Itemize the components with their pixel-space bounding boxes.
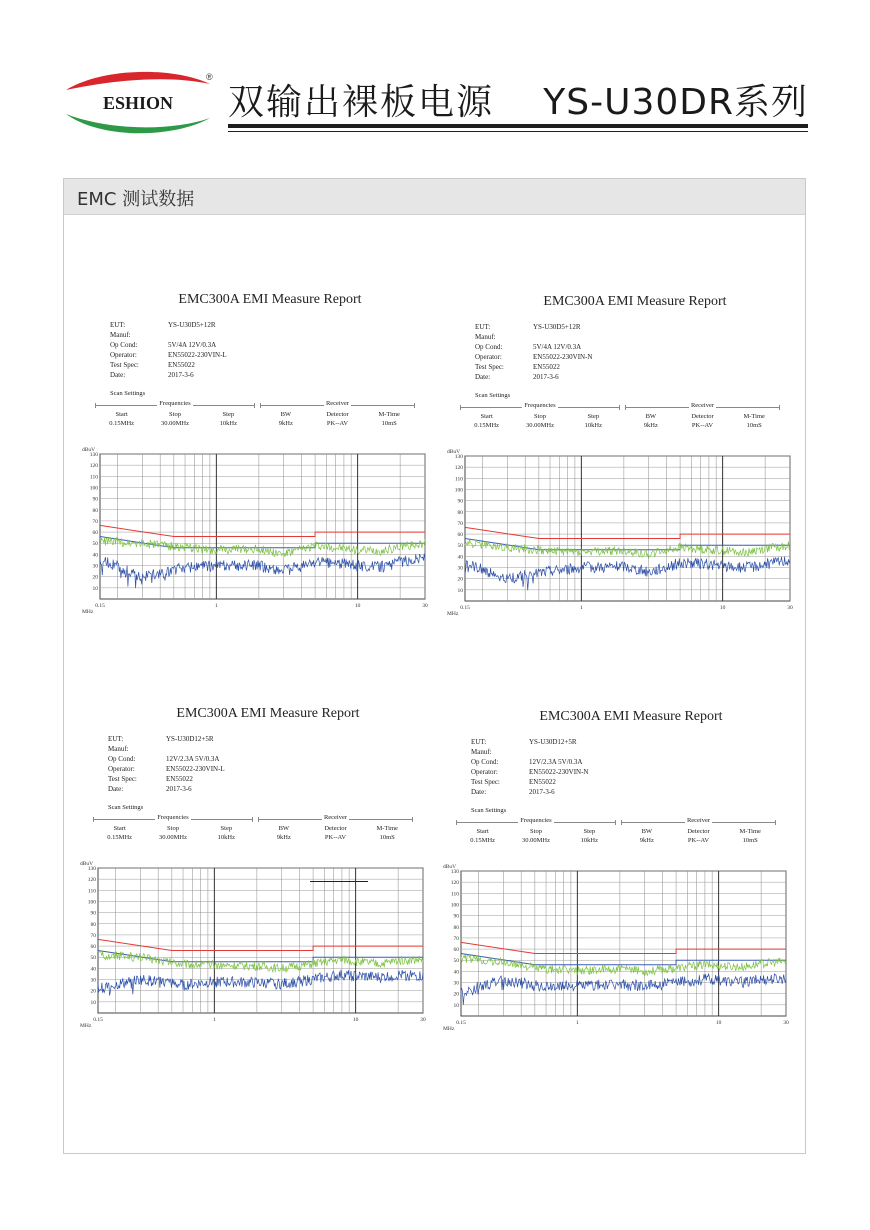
y-tick-label: 60: [90, 944, 96, 951]
marker-bar: [310, 881, 368, 882]
report-meta: [471, 737, 589, 797]
plot-area: [100, 454, 425, 599]
y-tick-label: 130: [87, 866, 96, 872]
emi-report-3: [78, 706, 458, 1046]
eshion-logo: [62, 68, 214, 138]
detector-label: Detector: [324, 825, 347, 832]
report-meta: [110, 320, 227, 380]
y-tick-label: 120: [87, 877, 96, 884]
stop-label: Stop: [169, 411, 181, 418]
y-tick-label: 60: [92, 530, 98, 537]
plot-area: [461, 871, 786, 1016]
y-tick-label: 90: [457, 498, 463, 505]
stop-label: Stop: [530, 828, 542, 835]
y-tick-label: 30: [453, 980, 459, 987]
date-value: 2017-3-6: [529, 788, 555, 796]
y-tick-label: 10: [453, 1002, 459, 1009]
start-value: 0.15MHz: [470, 837, 496, 844]
y-tick-label: 80: [453, 924, 459, 931]
x-tick-label: 10: [719, 605, 726, 611]
op-cond-label: Op Cond:: [471, 758, 499, 766]
emi-spectrum-chart: [80, 442, 460, 620]
y-tick-label: 20: [92, 574, 98, 581]
eut-label: EUT:: [475, 323, 491, 331]
manuf-label: Manuf:: [108, 745, 129, 753]
manuf-label: Manuf:: [110, 331, 131, 339]
y-unit-label: dBuV: [443, 864, 457, 870]
emi-spectrum-chart: [441, 859, 821, 1037]
y-tick-label: 120: [454, 465, 463, 472]
op-cond-label: Op Cond:: [475, 343, 503, 351]
y-tick-label: 130: [454, 454, 463, 460]
emi-spectrum-chart: [78, 856, 458, 1034]
start-value: 0.15MHz: [109, 420, 135, 427]
y-tick-label: 90: [90, 910, 96, 917]
detector-label: Detector: [687, 828, 710, 835]
step-label: Step: [587, 413, 600, 420]
x-tick-label: 0.15: [93, 1017, 103, 1023]
section-header: [64, 179, 805, 215]
bw-value: 9kHz: [276, 834, 291, 841]
y-tick-label: 50: [92, 541, 98, 548]
mtime-value: 10mS: [742, 837, 758, 844]
mtime-label: M-Time: [378, 411, 400, 418]
step-label: Step: [583, 828, 596, 835]
y-tick-label: 50: [90, 955, 96, 962]
report-meta: [475, 322, 593, 382]
y-tick-label: 70: [92, 518, 98, 525]
step-value: 10kHz: [217, 834, 235, 841]
stop-value: 30.00MHz: [159, 834, 187, 841]
x-tick-label: 1: [575, 1020, 579, 1026]
y-tick-label: 30: [457, 565, 463, 572]
scan-settings-label: Scan Settings: [108, 804, 144, 811]
logo-text: ESHION: [102, 93, 174, 113]
x-tick-label: 1: [579, 605, 583, 611]
y-tick-label: 80: [92, 507, 98, 514]
test-spec-value: EN55022: [166, 775, 193, 783]
y-tick-label: 110: [450, 891, 459, 898]
x-tick-label: 0.15: [95, 603, 105, 609]
eut-label: EUT:: [108, 735, 124, 743]
start-value: 0.15MHz: [474, 422, 500, 429]
x-tick-label: 0.15: [460, 605, 470, 611]
operator-label: Operator:: [108, 765, 135, 773]
op-cond-value: 12V/2.3A 5V/0.3A: [166, 755, 220, 763]
detector-label: Detector: [691, 413, 714, 420]
y-tick-label: 50: [457, 543, 463, 550]
y-tick-label: 120: [450, 880, 459, 887]
x-tick-label: 30: [783, 1020, 789, 1026]
y-tick-label: 30: [92, 563, 98, 570]
receiver-label: Receiver: [323, 814, 348, 821]
scan-settings-label: Scan Settings: [110, 390, 146, 397]
x-unit-label: MHz: [443, 1026, 455, 1032]
y-tick-label: 20: [90, 988, 96, 995]
logo-red-swoosh: [66, 72, 210, 90]
y-tick-label: 110: [89, 474, 98, 481]
test-spec-label: Test Spec:: [471, 778, 500, 786]
date-value: 2017-3-6: [168, 371, 194, 379]
stop-value: 30.00MHz: [522, 837, 550, 844]
bw-label: BW: [280, 411, 292, 418]
x-tick-label: 10: [715, 1020, 722, 1026]
test-spec-value: EN55022: [168, 361, 195, 369]
test-spec-value: EN55022: [529, 778, 556, 786]
detector-value: PK--AV: [326, 420, 349, 427]
y-tick-label: 100: [89, 485, 98, 492]
emi-spectrum-chart: [445, 444, 825, 622]
header-rule-thin: [228, 131, 808, 132]
mtime-value: 10mS: [379, 834, 395, 841]
test-spec-label: Test Spec:: [110, 361, 139, 369]
report-meta: [108, 734, 225, 794]
x-unit-label: MHz: [447, 611, 459, 617]
x-tick-label: 10: [352, 1017, 359, 1023]
start-value: 0.15MHz: [107, 834, 133, 841]
emi-report-4: [441, 709, 821, 1049]
y-tick-label: 130: [89, 452, 98, 458]
start-label: Start: [476, 828, 489, 835]
date-label: Date:: [475, 373, 491, 381]
test-spec-value: EN55022: [533, 363, 560, 371]
bw-value: 9kHz: [639, 837, 654, 844]
y-unit-label: dBuV: [447, 449, 461, 455]
y-tick-label: 110: [87, 888, 96, 895]
y-tick-label: 100: [87, 899, 96, 906]
op-cond-value: 12V/2.3A 5V/0.3A: [529, 758, 583, 766]
start-label: Start: [115, 411, 128, 418]
y-tick-label: 60: [453, 947, 459, 954]
y-tick-label: 40: [92, 552, 98, 559]
detector-label: Detector: [326, 411, 349, 418]
y-unit-label: dBuV: [80, 861, 94, 867]
eut-value: YS-U30D5+12R: [168, 321, 216, 329]
op-cond-value: 5V/4A 12V/0.3A: [168, 341, 217, 349]
op-cond-label: Op Cond:: [110, 341, 138, 349]
product-series: YS-U30DR系列: [543, 82, 808, 123]
emi-report-2: [445, 294, 825, 634]
stop-value: 30.00MHz: [161, 420, 189, 427]
x-tick-label: 1: [214, 603, 218, 609]
manuf-label: Manuf:: [471, 748, 492, 756]
eut-value: YS-U30D12+5R: [529, 738, 577, 746]
y-tick-label: 50: [453, 958, 459, 965]
step-label: Step: [220, 825, 233, 832]
header-rule-thick: [228, 124, 808, 128]
x-tick-label: 30: [422, 603, 428, 609]
operator-value: EN55022-230VIN-N: [533, 353, 593, 361]
operator-label: Operator:: [475, 353, 502, 361]
date-value: 2017-3-6: [166, 785, 192, 793]
date-label: Date:: [110, 371, 126, 379]
scan-settings-label: Scan Settings: [475, 392, 511, 399]
detector-value: PK--AV: [691, 422, 714, 429]
x-unit-label: MHz: [82, 609, 94, 615]
y-tick-label: 90: [92, 496, 98, 503]
x-tick-label: 30: [420, 1017, 426, 1023]
plot-area: [98, 868, 423, 1013]
bw-label: BW: [278, 825, 290, 832]
mtime-label: M-Time: [739, 828, 761, 835]
step-value: 10kHz: [219, 420, 237, 427]
report-title: EMC300A EMI Measure Report: [543, 294, 727, 309]
bw-value: 9kHz: [278, 420, 293, 427]
emi-report-1: [80, 292, 460, 632]
op-cond-label: Op Cond:: [108, 755, 136, 763]
manuf-label: Manuf:: [475, 333, 496, 341]
report-title: EMC300A EMI Measure Report: [178, 292, 362, 307]
operator-value: EN55022-230VIN-L: [168, 351, 227, 359]
receiver-label: Receiver: [686, 817, 711, 824]
scan-settings-label: Scan Settings: [471, 807, 507, 814]
y-tick-label: 40: [457, 554, 463, 561]
mtime-value: 10mS: [746, 422, 762, 429]
x-tick-label: 0.15: [456, 1020, 466, 1026]
y-tick-label: 70: [90, 932, 96, 939]
step-value: 10kHz: [584, 422, 602, 429]
frequencies-label: Frequencies: [520, 817, 552, 824]
y-tick-label: 20: [457, 576, 463, 583]
step-value: 10kHz: [580, 837, 598, 844]
y-tick-label: 70: [457, 520, 463, 527]
eut-value: YS-U30D5+12R: [533, 323, 581, 331]
registered-mark: ®: [206, 72, 213, 82]
y-tick-label: 20: [453, 991, 459, 998]
y-unit-label: dBuV: [82, 447, 96, 453]
y-tick-label: 130: [450, 869, 459, 875]
date-label: Date:: [108, 785, 124, 793]
y-tick-label: 40: [453, 969, 459, 976]
stop-label: Stop: [167, 825, 179, 832]
date-value: 2017-3-6: [533, 373, 559, 381]
mtime-value: 10mS: [381, 420, 397, 427]
operator-label: Operator:: [110, 351, 137, 359]
operator-label: Operator:: [471, 768, 498, 776]
report-title: EMC300A EMI Measure Report: [176, 706, 360, 721]
mtime-label: M-Time: [743, 413, 765, 420]
y-tick-label: 40: [90, 966, 96, 973]
stop-label: Stop: [534, 413, 546, 420]
start-label: Start: [113, 825, 126, 832]
y-tick-label: 60: [457, 532, 463, 539]
y-tick-label: 90: [453, 913, 459, 920]
receiver-label: Receiver: [325, 400, 350, 407]
report-title: EMC300A EMI Measure Report: [539, 709, 723, 724]
x-tick-label: 1: [212, 1017, 216, 1023]
x-tick-label: 10: [354, 603, 361, 609]
bw-label: BW: [645, 413, 657, 420]
bw-value: 9kHz: [643, 422, 658, 429]
detector-value: PK--AV: [687, 837, 710, 844]
test-spec-label: Test Spec:: [475, 363, 504, 371]
op-cond-value: 5V/4A 12V/0.3A: [533, 343, 582, 351]
start-label: Start: [480, 413, 493, 420]
operator-value: EN55022-230VIN-L: [166, 765, 225, 773]
x-unit-label: MHz: [80, 1023, 92, 1029]
y-tick-label: 80: [90, 921, 96, 928]
y-tick-label: 120: [89, 463, 98, 470]
y-tick-label: 100: [454, 487, 463, 494]
step-label: Step: [222, 411, 235, 418]
document-title: 双输出裸板电源: [228, 82, 495, 123]
y-tick-label: 80: [457, 509, 463, 516]
operator-value: EN55022-230VIN-N: [529, 768, 589, 776]
frequencies-label: Frequencies: [157, 814, 189, 821]
detector-value: PK--AV: [324, 834, 347, 841]
section-title: EMC 测试数据: [77, 189, 195, 210]
eut-label: EUT:: [471, 738, 487, 746]
y-tick-label: 10: [92, 585, 98, 592]
eut-label: EUT:: [110, 321, 126, 329]
y-tick-label: 70: [453, 935, 459, 942]
frequencies-label: Frequencies: [159, 400, 191, 407]
receiver-label: Receiver: [690, 402, 715, 409]
date-label: Date:: [471, 788, 487, 796]
y-tick-label: 100: [450, 902, 459, 909]
y-tick-label: 30: [90, 977, 96, 984]
mtime-label: M-Time: [376, 825, 398, 832]
stop-value: 30.00MHz: [526, 422, 554, 429]
bw-label: BW: [641, 828, 653, 835]
y-tick-label: 110: [454, 476, 463, 483]
eut-value: YS-U30D12+5R: [166, 735, 214, 743]
x-tick-label: 30: [787, 605, 793, 611]
test-spec-label: Test Spec:: [108, 775, 137, 783]
logo-green-swoosh: [66, 114, 210, 133]
y-tick-label: 10: [90, 999, 96, 1006]
frequencies-label: Frequencies: [524, 402, 556, 409]
y-tick-label: 10: [457, 587, 463, 594]
